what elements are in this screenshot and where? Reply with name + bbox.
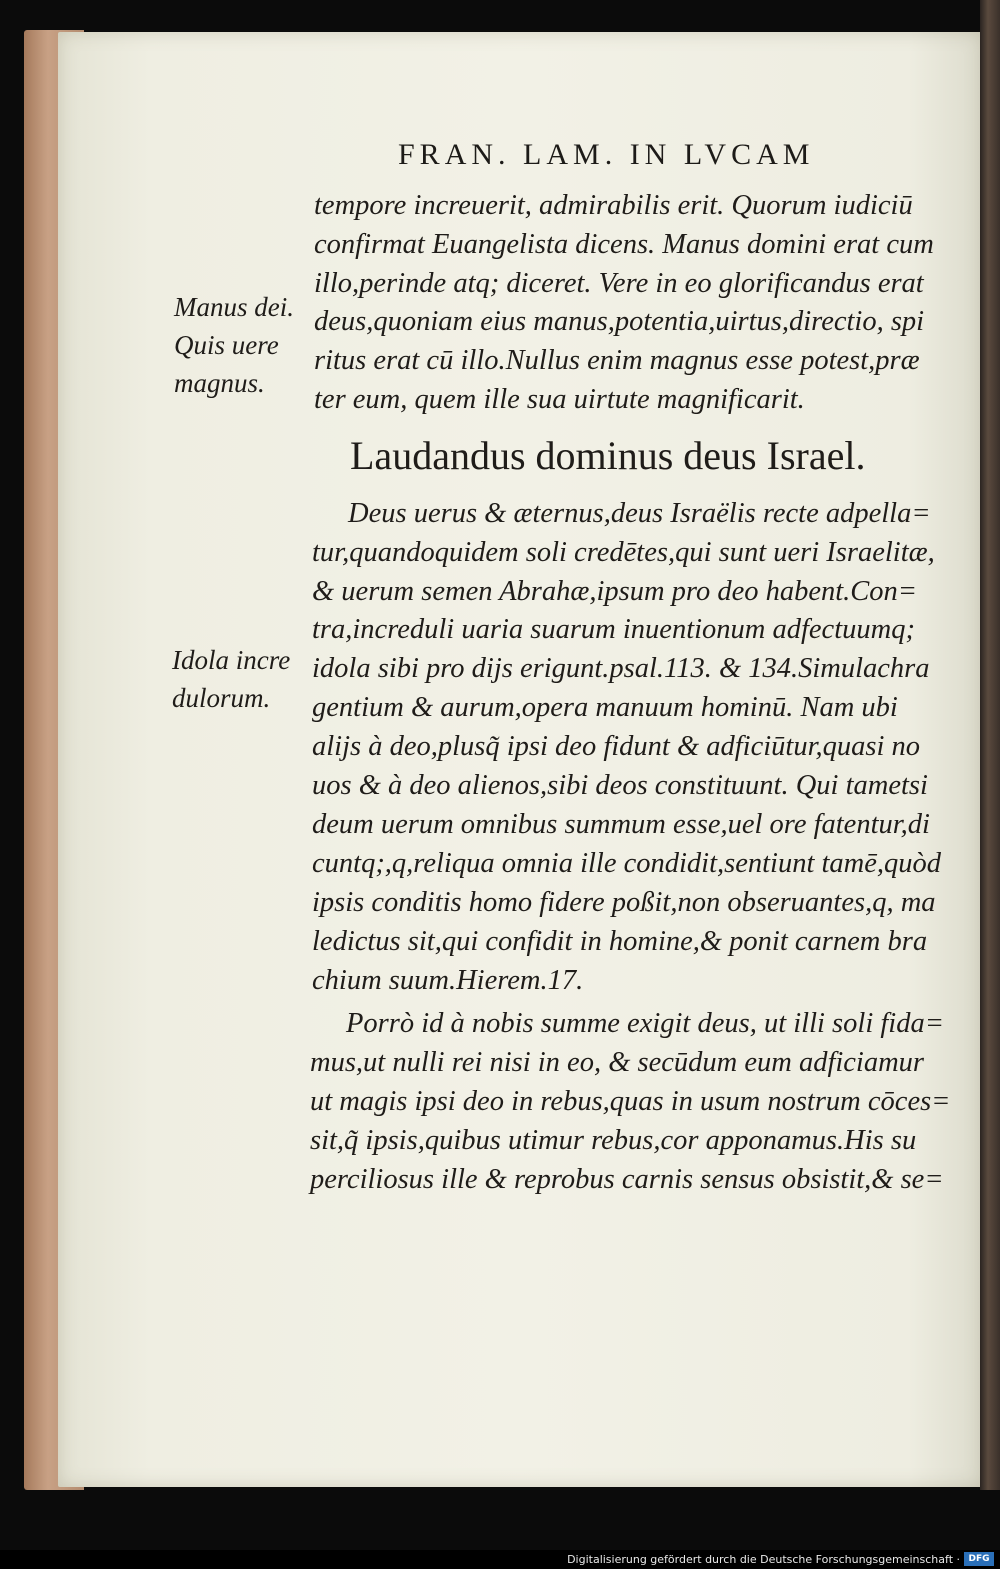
body-line: confirmat Euangelista dicens. Manus domini erat cum [314,229,934,260]
running-head: FRAN. LAM. IN LVCAM [398,138,815,171]
body-line: perciliosus ille & reprobus carnis sensus obsistit,& se= [310,1164,944,1195]
body-line: ritus erat cū illo.Nullus enim magnus esse potest,præ [314,345,920,376]
body-line: alijs à deo,plusq̃ ipsi deo fidunt & adficiūtur,quasi no [312,731,921,762]
right-page-edge [980,0,1000,1490]
margin-note: magnus. [174,368,265,398]
body-line: cuntq;,q,reliqua omnia ille condidit,sentiunt tamē,quòd [312,848,942,879]
body-line: idola sibi pro dijs erigunt.psal.113. & 134.Simulachra [312,653,930,684]
footer-credit: Digitalisierung gefördert durch die Deutsche Forschungsgemeinschaft · [567,1553,960,1566]
section-heading: Laudandus dominus deus Israel. [350,433,866,478]
body-line: ipsis conditis homo fidere poßit,non obseruantes,q, ma [312,887,936,918]
body-line: Porrò id à nobis summe exigit deus, ut illi soli fida= [346,1008,944,1039]
body-line: deum uerum omnibus summum esse,uel ore fatentur,di [312,809,930,840]
body-line: tra,increduli uaria suarum inuentionum adfectuumq; [312,614,915,645]
body-line: Deus uerus & æternus,deus Israëlis recte adpella= [348,498,931,529]
body-line: illo,perinde atq; diceret. Vere in eo glorificandus erat [314,268,924,299]
body-line: uos & à deo alienos,sibi deos constituunt. Qui tametsi [312,770,928,801]
body-line: tempore increuerit, admirabilis erit. Quorum iudiciū [314,190,913,221]
body-line: chium suum.Hierem.17. [312,965,584,996]
body-line: ter eum, quem ille sua uirtute magnificarit. [314,384,805,415]
body-line: deus,quoniam eius manus,potentia,uirtus,directio, spi [314,306,925,337]
body-line: ut magis ipsi deo in rebus,quas in usum nostrum cōces= [310,1086,951,1117]
dfg-logo-icon[interactable]: DFG [964,1552,994,1566]
body-line: ledictus sit,qui confidit in homine,& ponit carnem bra [312,926,928,957]
margin-note: Quis uere [174,330,279,360]
margin-note: dulorum. [172,683,271,713]
body-line: tur,quandoquidem soli credētes,qui sunt ueri Israelitæ, [312,537,935,568]
body-line: mus,ut nulli rei nisi in eo, & secūdum eum adficiamur [310,1047,925,1078]
body-line: gentium & aurum,opera manuum hominū. Nam ubi [312,692,898,723]
body-line: sit,q̃ ipsis,quibus utimur rebus,cor apponamus.His su [310,1125,917,1156]
margin-note: Manus dei. [174,292,294,322]
body-line: & uerum semen Abrahæ,ipsum pro deo habent.Con= [312,576,918,607]
margin-note: Idola incre [172,645,291,675]
